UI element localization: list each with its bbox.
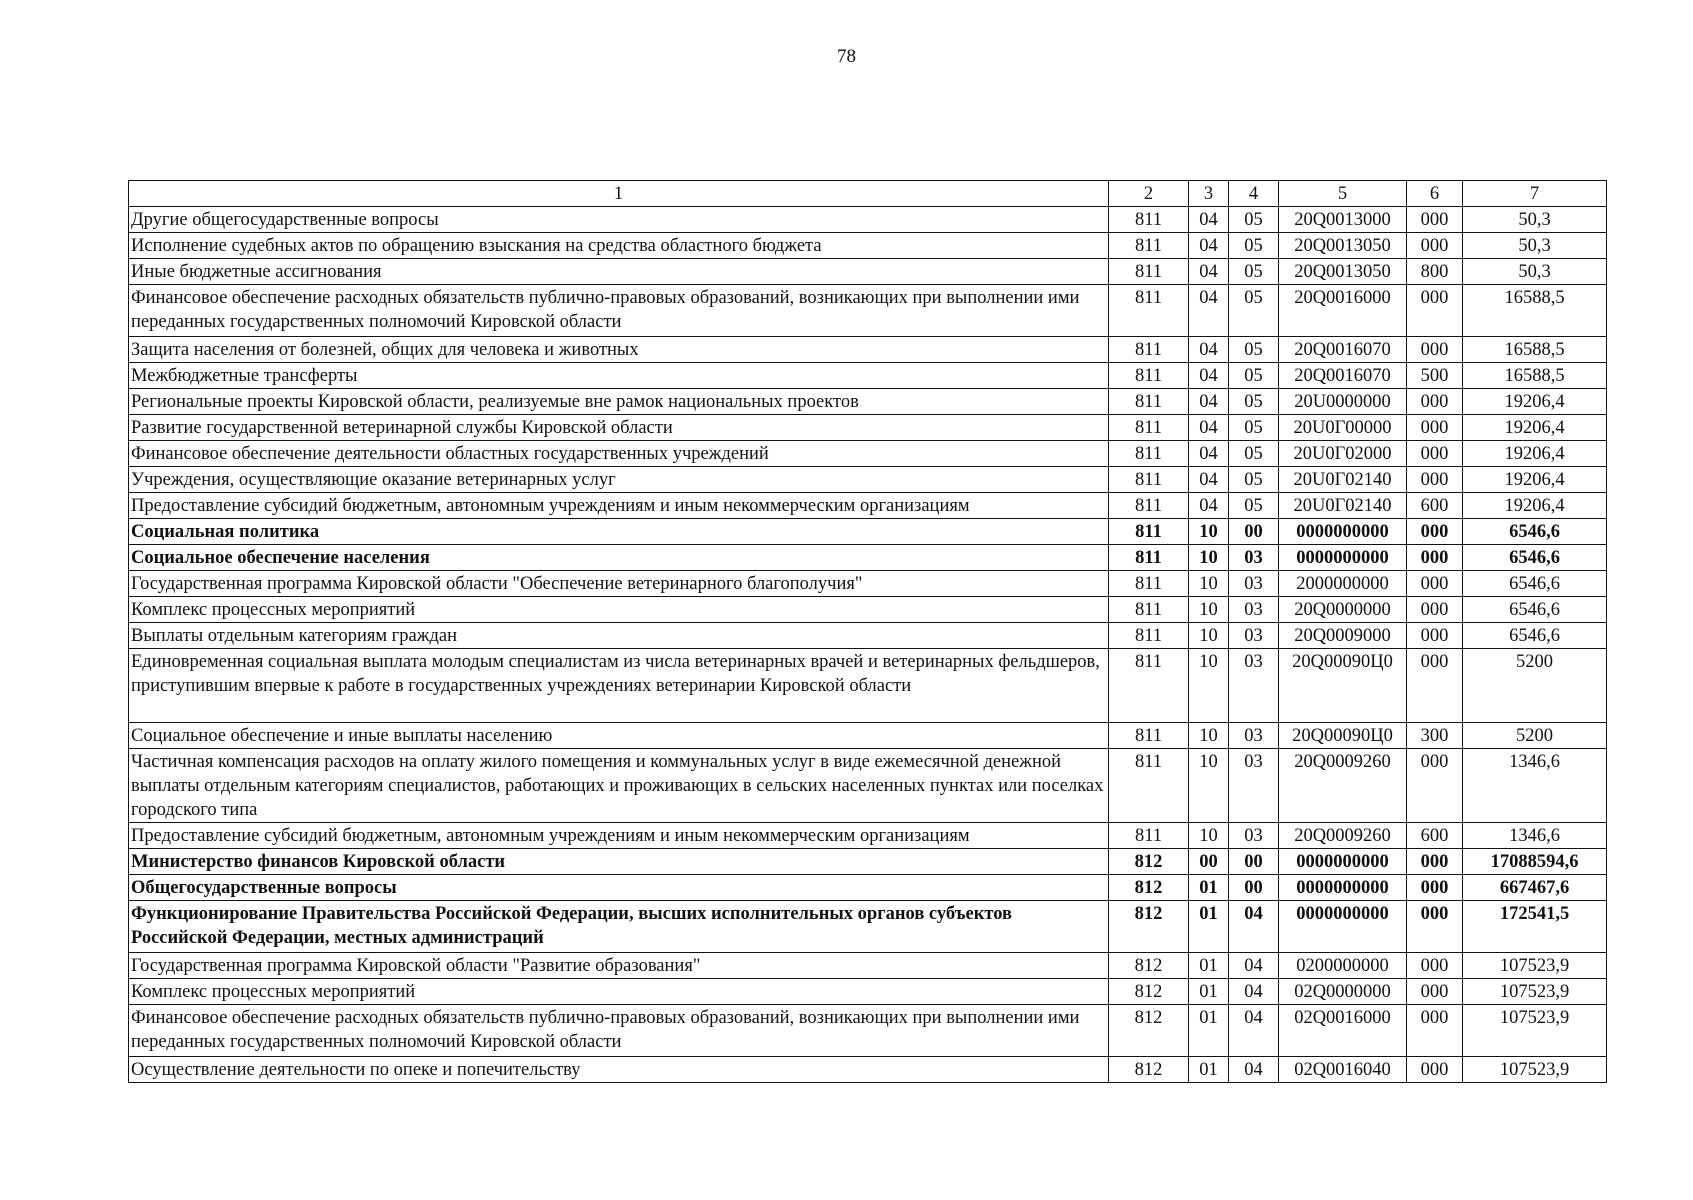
- amount-cell: 6546,6: [1463, 545, 1607, 571]
- table-row: [129, 389, 1607, 415]
- amount-cell: 16588,5: [1463, 363, 1607, 389]
- ministry-code-cell: 811: [1109, 337, 1189, 363]
- subsection-code-cell: 04: [1229, 901, 1279, 953]
- subsection-code-cell: 04: [1229, 953, 1279, 979]
- item-name-cell: Функционирование Правительства Российской Федерации, высших исполнительных органов субъектов Российской Федерации, местных администраций: [129, 901, 1109, 953]
- ministry-code-cell: 811: [1109, 519, 1189, 545]
- item-name-cell: Частичная компенсация расходов на оплату жилого помещения и коммунальных услуг в виде ежемесячной денежной выплаты отдельным категориям специалистов, работающих и проживающих в сельских населенных пунктах или поселках городского типа: [129, 749, 1109, 823]
- table-row: [129, 649, 1607, 723]
- target-article-cell: 0000000000: [1279, 901, 1407, 953]
- table-row: [129, 207, 1607, 233]
- ministry-code-cell: 811: [1109, 467, 1189, 493]
- subsection-code-cell: 03: [1229, 571, 1279, 597]
- target-article-cell: 20Q0013000: [1279, 207, 1407, 233]
- ministry-code-cell: 811: [1109, 749, 1189, 823]
- column-header: 7: [1463, 181, 1607, 207]
- budget-table: [128, 180, 1607, 1083]
- section-code-cell: 04: [1189, 441, 1229, 467]
- subsection-code-cell: 03: [1229, 597, 1279, 623]
- section-code-cell: 04: [1189, 233, 1229, 259]
- subsection-code-cell: 05: [1229, 337, 1279, 363]
- section-code-cell: 10: [1189, 623, 1229, 649]
- table-row: [129, 979, 1607, 1005]
- table-row: [129, 415, 1607, 441]
- target-article-cell: 20U0Г02140: [1279, 493, 1407, 519]
- amount-cell: 6546,6: [1463, 519, 1607, 545]
- item-name-cell: Единовременная социальная выплата молодым специалистам из числа ветеринарных врачей и ветеринарных фельдшеров, приступившим впервые к работе в государственных учреждениях ветеринарии Кировской области: [129, 649, 1109, 723]
- ministry-code-cell: 811: [1109, 571, 1189, 597]
- amount-cell: 17088594,6: [1463, 849, 1607, 875]
- expense-type-cell: 000: [1407, 389, 1463, 415]
- target-article-cell: 20Q0016070: [1279, 363, 1407, 389]
- item-name-cell: Социальное обеспечение населения: [129, 545, 1109, 571]
- ministry-code-cell: 811: [1109, 649, 1189, 723]
- amount-cell: 5200: [1463, 649, 1607, 723]
- expense-type-cell: 000: [1407, 233, 1463, 259]
- page-number: 78: [837, 46, 856, 67]
- ministry-code-cell: 811: [1109, 723, 1189, 749]
- table-row: [129, 519, 1607, 545]
- item-name-cell: Социальная политика: [129, 519, 1109, 545]
- target-article-cell: 20Q0009260: [1279, 749, 1407, 823]
- table-row: [129, 875, 1607, 901]
- ministry-code-cell: 811: [1109, 259, 1189, 285]
- subsection-code-cell: 05: [1229, 285, 1279, 337]
- section-code-cell: 04: [1189, 285, 1229, 337]
- target-article-cell: 0000000000: [1279, 875, 1407, 901]
- expense-type-cell: 000: [1407, 597, 1463, 623]
- ministry-code-cell: 811: [1109, 363, 1189, 389]
- ministry-code-cell: 811: [1109, 623, 1189, 649]
- item-name-cell: Комплекс процессных мероприятий: [129, 597, 1109, 623]
- target-article-cell: 2000000000: [1279, 571, 1407, 597]
- subsection-code-cell: 05: [1229, 441, 1279, 467]
- expense-type-cell: 000: [1407, 749, 1463, 823]
- subsection-code-cell: 05: [1229, 493, 1279, 519]
- amount-cell: 6546,6: [1463, 571, 1607, 597]
- subsection-code-cell: 03: [1229, 649, 1279, 723]
- table-row: [129, 259, 1607, 285]
- section-code-cell: 04: [1189, 259, 1229, 285]
- section-code-cell: 04: [1189, 493, 1229, 519]
- target-article-cell: 02Q0016040: [1279, 1057, 1407, 1083]
- ministry-code-cell: 812: [1109, 849, 1189, 875]
- ministry-code-cell: 811: [1109, 389, 1189, 415]
- amount-cell: 19206,4: [1463, 467, 1607, 493]
- target-article-cell: 20U0Г02140: [1279, 467, 1407, 493]
- target-article-cell: 20Q0013050: [1279, 259, 1407, 285]
- target-article-cell: 20Q0009260: [1279, 823, 1407, 849]
- amount-cell: 50,3: [1463, 233, 1607, 259]
- amount-cell: 1346,6: [1463, 749, 1607, 823]
- subsection-code-cell: 04: [1229, 979, 1279, 1005]
- column-header: 5: [1279, 181, 1407, 207]
- expense-type-cell: 000: [1407, 875, 1463, 901]
- section-code-cell: 01: [1189, 979, 1229, 1005]
- ministry-code-cell: 811: [1109, 415, 1189, 441]
- table-row: [129, 493, 1607, 519]
- section-code-cell: 01: [1189, 1005, 1229, 1057]
- table-row: [129, 849, 1607, 875]
- subsection-code-cell: 00: [1229, 849, 1279, 875]
- target-article-cell: 20U0000000: [1279, 389, 1407, 415]
- target-article-cell: 02Q0000000: [1279, 979, 1407, 1005]
- target-article-cell: 02Q0016000: [1279, 1005, 1407, 1057]
- ministry-code-cell: 812: [1109, 901, 1189, 953]
- expense-type-cell: 300: [1407, 723, 1463, 749]
- item-name-cell: Иные бюджетные ассигнования: [129, 259, 1109, 285]
- section-code-cell: 10: [1189, 649, 1229, 723]
- section-code-cell: 10: [1189, 545, 1229, 571]
- subsection-code-cell: 03: [1229, 749, 1279, 823]
- ministry-code-cell: 811: [1109, 441, 1189, 467]
- ministry-code-cell: 812: [1109, 1057, 1189, 1083]
- amount-cell: 107523,9: [1463, 979, 1607, 1005]
- expense-type-cell: 000: [1407, 1005, 1463, 1057]
- table-body: [129, 207, 1607, 1083]
- amount-cell: 1346,6: [1463, 823, 1607, 849]
- table-row: [129, 441, 1607, 467]
- section-code-cell: 10: [1189, 823, 1229, 849]
- table-row: [129, 1057, 1607, 1083]
- section-code-cell: 00: [1189, 849, 1229, 875]
- amount-cell: 107523,9: [1463, 1057, 1607, 1083]
- item-name-cell: Министерство финансов Кировской области: [129, 849, 1109, 875]
- ministry-code-cell: 811: [1109, 493, 1189, 519]
- expense-type-cell: 600: [1407, 823, 1463, 849]
- item-name-cell: Социальное обеспечение и иные выплаты населению: [129, 723, 1109, 749]
- target-article-cell: 20Q00090Ц0: [1279, 649, 1407, 723]
- target-article-cell: 20U0Г00000: [1279, 415, 1407, 441]
- item-name-cell: Выплаты отдельным категориям граждан: [129, 623, 1109, 649]
- section-code-cell: 10: [1189, 749, 1229, 823]
- amount-cell: 19206,4: [1463, 389, 1607, 415]
- subsection-code-cell: 04: [1229, 1005, 1279, 1057]
- subsection-code-cell: 03: [1229, 723, 1279, 749]
- table-row: [129, 467, 1607, 493]
- table-row: [129, 623, 1607, 649]
- expense-type-cell: 000: [1407, 519, 1463, 545]
- table-row: [129, 749, 1607, 823]
- subsection-code-cell: 05: [1229, 363, 1279, 389]
- item-name-cell: Другие общегосударственные вопросы: [129, 207, 1109, 233]
- subsection-code-cell: 05: [1229, 467, 1279, 493]
- section-code-cell: 04: [1189, 467, 1229, 493]
- column-header: 1: [129, 181, 1109, 207]
- section-code-cell: 01: [1189, 1057, 1229, 1083]
- section-code-cell: 04: [1189, 415, 1229, 441]
- amount-cell: 107523,9: [1463, 953, 1607, 979]
- table-header-row: [129, 181, 1607, 207]
- amount-cell: 19206,4: [1463, 493, 1607, 519]
- expense-type-cell: 800: [1407, 259, 1463, 285]
- target-article-cell: 20Q00090Ц0: [1279, 723, 1407, 749]
- target-article-cell: 0000000000: [1279, 519, 1407, 545]
- item-name-cell: Финансовое обеспечение расходных обязательств публично-правовых образований, возникающих при выполнении ими переданных государственных полномочий Кировской области: [129, 1005, 1109, 1057]
- amount-cell: 107523,9: [1463, 1005, 1607, 1057]
- section-code-cell: 04: [1189, 207, 1229, 233]
- amount-cell: 16588,5: [1463, 337, 1607, 363]
- expense-type-cell: 000: [1407, 571, 1463, 597]
- item-name-cell: Развитие государственной ветеринарной службы Кировской области: [129, 415, 1109, 441]
- section-code-cell: 04: [1189, 389, 1229, 415]
- item-name-cell: Государственная программа Кировской области "Развитие образования": [129, 953, 1109, 979]
- expense-type-cell: 000: [1407, 467, 1463, 493]
- target-article-cell: 0000000000: [1279, 545, 1407, 571]
- target-article-cell: 20U0Г02000: [1279, 441, 1407, 467]
- item-name-cell: Государственная программа Кировской области "Обеспечение ветеринарного благополучия": [129, 571, 1109, 597]
- section-code-cell: 10: [1189, 597, 1229, 623]
- target-article-cell: 0000000000: [1279, 849, 1407, 875]
- amount-cell: 50,3: [1463, 207, 1607, 233]
- expense-type-cell: 000: [1407, 441, 1463, 467]
- subsection-code-cell: 04: [1229, 1057, 1279, 1083]
- expense-type-cell: 000: [1407, 649, 1463, 723]
- target-article-cell: 20Q0016000: [1279, 285, 1407, 337]
- target-article-cell: 20Q0000000: [1279, 597, 1407, 623]
- column-header: 4: [1229, 181, 1279, 207]
- expense-type-cell: 000: [1407, 285, 1463, 337]
- subsection-code-cell: 05: [1229, 233, 1279, 259]
- table-row: [129, 901, 1607, 953]
- subsection-code-cell: 03: [1229, 545, 1279, 571]
- column-header: 6: [1407, 181, 1463, 207]
- section-code-cell: 01: [1189, 953, 1229, 979]
- ministry-code-cell: 812: [1109, 1005, 1189, 1057]
- section-code-cell: 01: [1189, 875, 1229, 901]
- table-row: [129, 571, 1607, 597]
- target-article-cell: 20Q0016070: [1279, 337, 1407, 363]
- subsection-code-cell: 05: [1229, 415, 1279, 441]
- expense-type-cell: 500: [1407, 363, 1463, 389]
- table-row: [129, 823, 1607, 849]
- table-row: [129, 233, 1607, 259]
- table-row: [129, 285, 1607, 337]
- amount-cell: 50,3: [1463, 259, 1607, 285]
- expense-type-cell: 000: [1407, 849, 1463, 875]
- ministry-code-cell: 811: [1109, 823, 1189, 849]
- expense-type-cell: 000: [1407, 337, 1463, 363]
- item-name-cell: Осуществление деятельности по опеке и попечительству: [129, 1057, 1109, 1083]
- expense-type-cell: 600: [1407, 493, 1463, 519]
- table-row: [129, 363, 1607, 389]
- section-code-cell: 10: [1189, 571, 1229, 597]
- expense-type-cell: 000: [1407, 623, 1463, 649]
- item-name-cell: Региональные проекты Кировской области, реализуемые вне рамок национальных проектов: [129, 389, 1109, 415]
- item-name-cell: Защита населения от болезней, общих для человека и животных: [129, 337, 1109, 363]
- expense-type-cell: 000: [1407, 207, 1463, 233]
- expense-type-cell: 000: [1407, 545, 1463, 571]
- table-row: [129, 337, 1607, 363]
- section-code-cell: 01: [1189, 901, 1229, 953]
- amount-cell: 6546,6: [1463, 623, 1607, 649]
- ministry-code-cell: 811: [1109, 597, 1189, 623]
- expense-type-cell: 000: [1407, 979, 1463, 1005]
- expense-type-cell: 000: [1407, 953, 1463, 979]
- expense-type-cell: 000: [1407, 901, 1463, 953]
- section-code-cell: 10: [1189, 519, 1229, 545]
- amount-cell: 19206,4: [1463, 415, 1607, 441]
- ministry-code-cell: 812: [1109, 875, 1189, 901]
- item-name-cell: Предоставление субсидий бюджетным, автономным учреждениям и иным некоммерческим организациям: [129, 823, 1109, 849]
- table-row: [129, 597, 1607, 623]
- column-header: 3: [1189, 181, 1229, 207]
- table-row: [129, 953, 1607, 979]
- expense-type-cell: 000: [1407, 415, 1463, 441]
- item-name-cell: Межбюджетные трансферты: [129, 363, 1109, 389]
- section-code-cell: 04: [1189, 363, 1229, 389]
- item-name-cell: Финансовое обеспечение расходных обязательств публично-правовых образований, возникающих при выполнении ими переданных государственных полномочий Кировской области: [129, 285, 1109, 337]
- ministry-code-cell: 811: [1109, 233, 1189, 259]
- item-name-cell: Общегосударственные вопросы: [129, 875, 1109, 901]
- section-code-cell: 04: [1189, 337, 1229, 363]
- item-name-cell: Финансовое обеспечение деятельности областных государственных учреждений: [129, 441, 1109, 467]
- subsection-code-cell: 03: [1229, 823, 1279, 849]
- amount-cell: 172541,5: [1463, 901, 1607, 953]
- subsection-code-cell: 05: [1229, 389, 1279, 415]
- subsection-code-cell: 00: [1229, 519, 1279, 545]
- item-name-cell: Комплекс процессных мероприятий: [129, 979, 1109, 1005]
- item-name-cell: Учреждения, осуществляющие оказание ветеринарных услуг: [129, 467, 1109, 493]
- ministry-code-cell: 812: [1109, 953, 1189, 979]
- target-article-cell: 0200000000: [1279, 953, 1407, 979]
- ministry-code-cell: 811: [1109, 207, 1189, 233]
- expense-type-cell: 000: [1407, 1057, 1463, 1083]
- section-code-cell: 10: [1189, 723, 1229, 749]
- column-header: 2: [1109, 181, 1189, 207]
- item-name-cell: Предоставление субсидий бюджетным, автономным учреждениям и иным некоммерческим организациям: [129, 493, 1109, 519]
- amount-cell: 667467,6: [1463, 875, 1607, 901]
- table-row: [129, 723, 1607, 749]
- ministry-code-cell: 812: [1109, 979, 1189, 1005]
- table-row: [129, 1005, 1607, 1057]
- target-article-cell: 20Q0009000: [1279, 623, 1407, 649]
- ministry-code-cell: 811: [1109, 285, 1189, 337]
- subsection-code-cell: 05: [1229, 259, 1279, 285]
- amount-cell: 6546,6: [1463, 597, 1607, 623]
- subsection-code-cell: 05: [1229, 207, 1279, 233]
- amount-cell: 19206,4: [1463, 441, 1607, 467]
- target-article-cell: 20Q0013050: [1279, 233, 1407, 259]
- amount-cell: 16588,5: [1463, 285, 1607, 337]
- table-row: [129, 545, 1607, 571]
- ministry-code-cell: 811: [1109, 545, 1189, 571]
- item-name-cell: Исполнение судебных актов по обращению взыскания на средства областного бюджета: [129, 233, 1109, 259]
- subsection-code-cell: 03: [1229, 623, 1279, 649]
- amount-cell: 5200: [1463, 723, 1607, 749]
- subsection-code-cell: 00: [1229, 875, 1279, 901]
